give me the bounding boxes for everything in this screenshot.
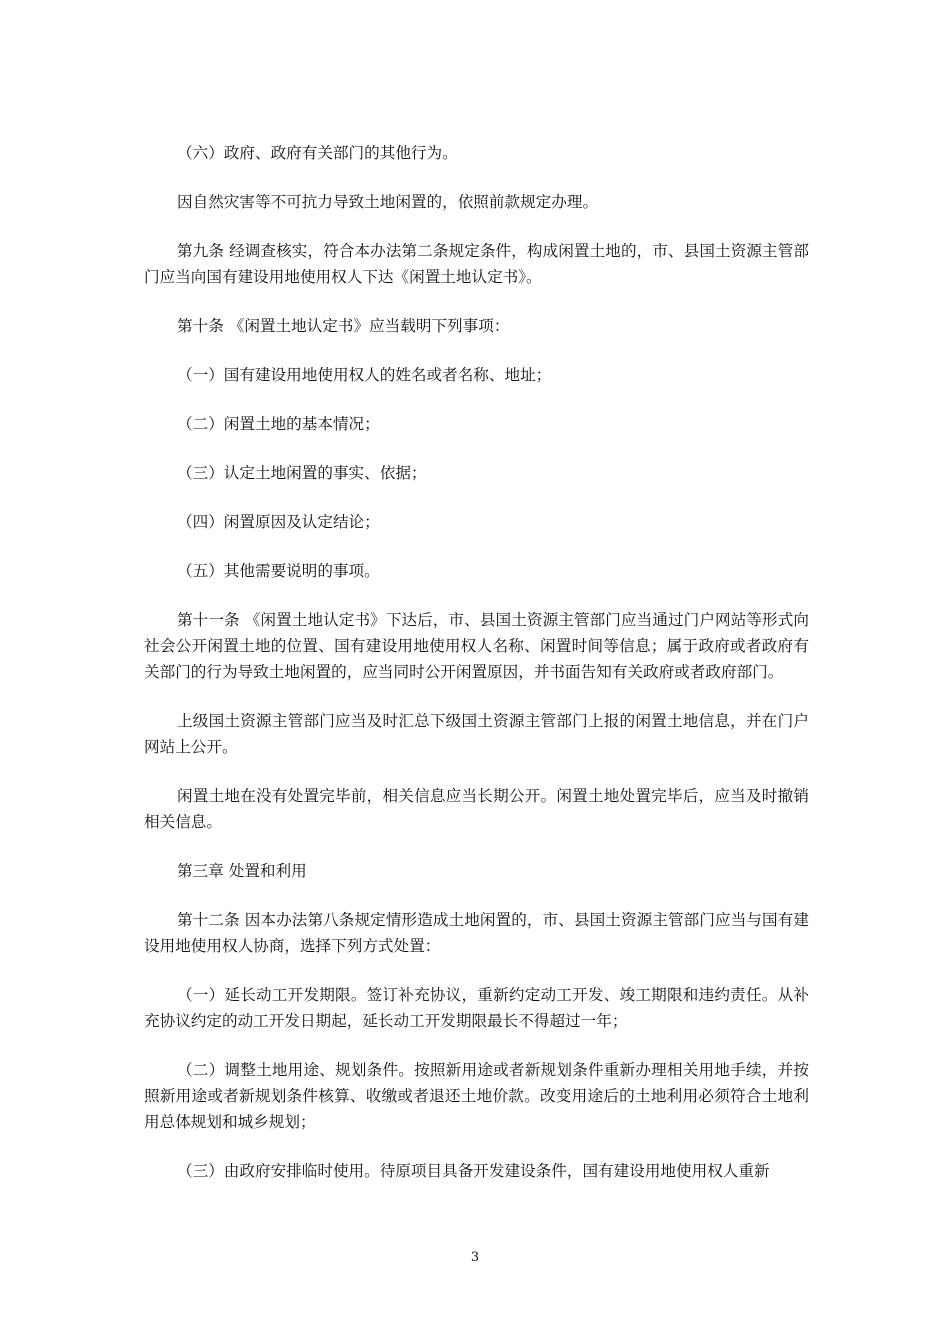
paragraph-superior-department-disclosure: 上级国土资源主管部门应当及时汇总下级国土资源主管部门上报的闲置土地信息，并在门户网站上公开。 <box>144 712 809 756</box>
paragraph-article-10-item-3: （三）认定土地闲置的事实、依据； <box>177 464 427 482</box>
chapter-3-heading: 第三章 处置和利用 <box>177 862 307 880</box>
paragraph-article-10-item-1: （一）国有建设用地使用权人的姓名或者名称、地址； <box>177 366 552 384</box>
paragraph-article-10-item-4: （四）闲置原因及认定结论； <box>177 513 380 531</box>
paragraph-article-12-item-2: （二）调整土地用途、规划条件。按照新用途或者新规划条件重新办理相关用地手续，并按照新用途或者新规划条件核算、收缴或者退还土地价款。改变用途后的土地利用必须符合土地利用总体规划和城乡规划； <box>144 1061 809 1131</box>
paragraph-article-12-item-3: （三）由政府安排临时使用。待原项目具备开发建设条件，国有建设用地使用权人重新 <box>177 1162 770 1180</box>
paragraph-article-10-item-5: （五）其他需要说明的事项。 <box>177 562 380 580</box>
document-body <box>144 140 809 1207</box>
paragraph-item-6-government-acts: （六）政府、政府有关部门的其他行为。 <box>177 144 458 162</box>
paragraph-article-12-item-1: （一）延长动工开发期限。签订补充协议，重新约定动工开发、竣工期限和违约责任。从补充协议约定的动工开发日期起，延长动工开发期限最长不得超过一年； <box>144 986 809 1030</box>
paragraph-information-retention: 闲置土地在没有处置完毕前，相关信息应当长期公开。闲置土地处置完毕后，应当及时撤销相关信息。 <box>144 787 809 831</box>
paragraph-article-12: 第十二条 因本办法第八条规定情形造成土地闲置的，市、县国土资源主管部门应当与国有建设用地使用权人协商，选择下列方式处置： <box>144 911 809 955</box>
paragraph-article-10-item-2: （二）闲置土地的基本情况； <box>177 415 380 433</box>
paragraph-article-10: 第十条 《闲置土地认定书》应当载明下列事项： <box>177 317 510 335</box>
paragraph-article-9: 第九条 经调查核实，符合本办法第二条规定条件，构成闲置土地的，市、县国土资源主管部门应当向国有建设用地使用权人下达《闲置土地认定书》。 <box>144 242 809 286</box>
paragraph-force-majeure: 因自然灾害等不可抗力导致土地闲置的，依照前款规定办理。 <box>177 193 599 211</box>
paragraph-article-11: 第十一条 《闲置土地认定书》下达后，市、县国土资源主管部门应当通过门户网站等形式向社会公开闲置土地的位置、国有建设用地使用权人名称、闲置时间等信息；属于政府或者政府有关部门的行为导致土地闲置的，应当同时公开闲置原因，并书面告知有关政府或者政府部门。 <box>144 611 809 681</box>
page-number: 3 <box>470 1250 480 1265</box>
